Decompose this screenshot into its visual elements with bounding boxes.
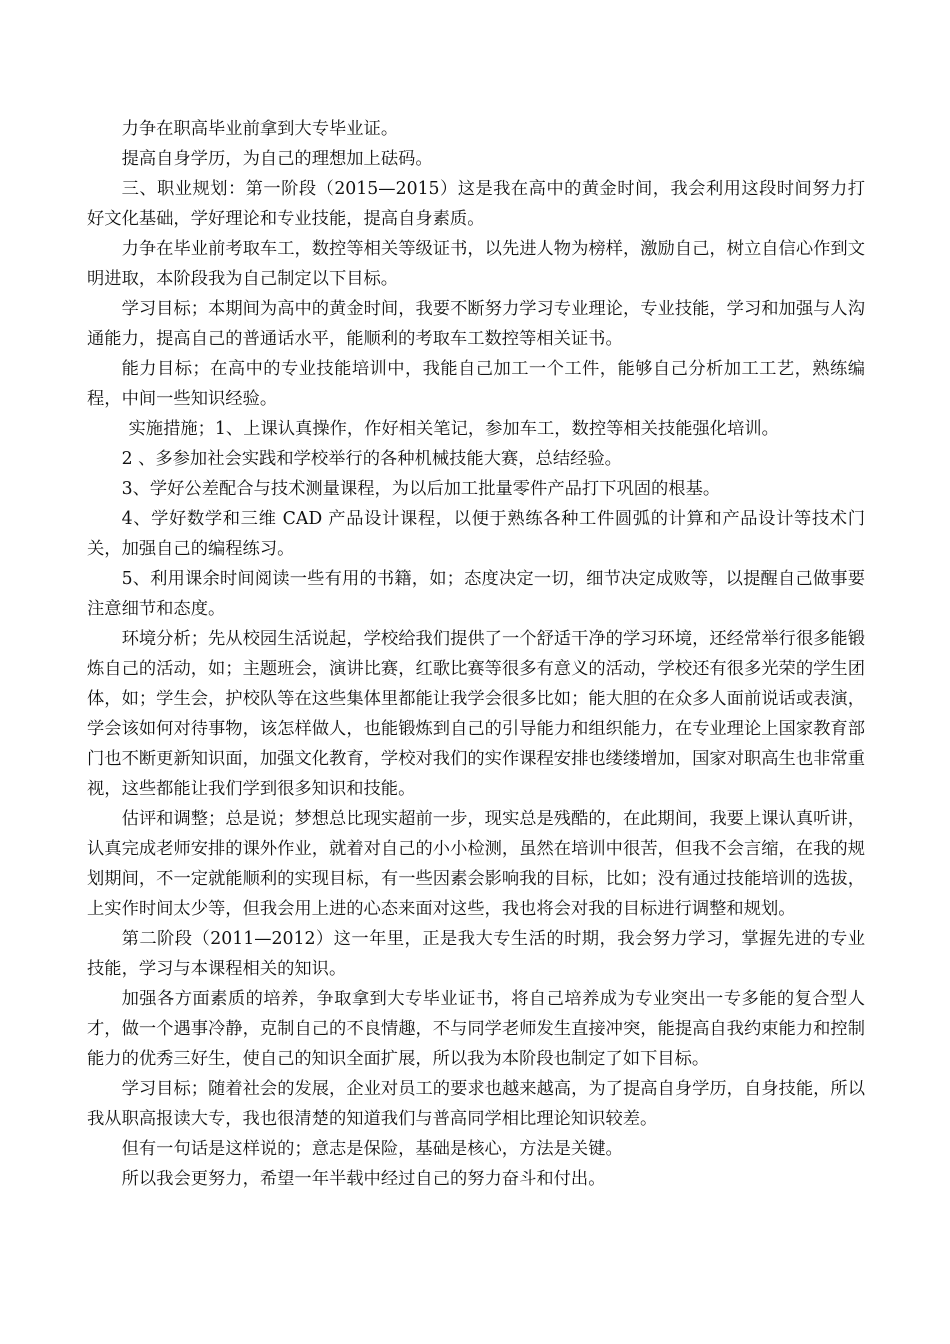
paragraph: 三、职业规划：第一阶段（2015—2015）这是我在高中的黄金时间，我会利用这段时间努力打好文化基础，学好理论和专业技能，提高自身素质。 [87,179,865,229]
paragraph: 能力目标；在高中的专业技能培训中，我能自己加工一个工件，能够自己分析加工工艺，熟练编程，中间一些知识经验。 [87,359,865,409]
paragraph: 学习目标；本期间为高中的黄金时间，我要不断努力学习专业理论，专业技能，学习和加强与人沟通能力，提高自己的普通话水平，能顺利的考取车工数控等相关证书。 [87,299,865,349]
paragraph: 力争在毕业前考取车工，数控等相关等级证书，以先进人物为榜样，激励自己，树立自信心作到文明进取，本阶段我为自己制定以下目标。 [87,239,865,289]
paragraph: 5、利用课余时间阅读一些有用的书籍，如；态度决定一切，细节决定成败等，以提醒自己做事要注意细节和态度。 [87,569,865,619]
document-page [87,114,865,1194]
paragraph: 实施措施；1、上课认真操作，作好相关笔记，参加车工，数控等相关技能强化培训。 [128,419,779,439]
paragraph: 学习目标；随着社会的发展，企业对员工的要求也越来越高，为了提高自身学历，自身技能，所以我从职高报读大专，我也很清楚的知道我们与普高同学相比理论知识较差。 [87,1079,865,1129]
paragraph: 提高自身学历，为自己的理想加上砝码。 [121,149,433,169]
paragraph: 2 、多参加社会实践和学校举行的各种机械技能大赛，总结经验。 [121,449,622,469]
paragraph: 加强各方面素质的培养，争取拿到大专毕业证书，将自己培养成为专业突出一专多能的复合型人才，做一个遇事冷静，克制自己的不良情趣，不与同学老师发生直接冲突，能提高自我约束能力和控制能力的优秀三好生，使自己的知识全面扩展，所以我为本阶段也制定了如下目标。 [87,989,865,1069]
paragraph: 环境分析；先从校园生活说起，学校给我们提供了一个舒适干净的学习环境，还经常举行很多能锻炼自己的活动，如；主题班会，演讲比赛，红歌比赛等很多有意义的活动，学校还有很多光荣的学生团体，如；学生会，护校队等在这些集体里都能让我学会很多比如；能大胆的在众多人面前说话或表演，学会该如何对待事物，该怎样做人，也能锻炼到自己的引导能力和组织能力，在专业理论上国家教育部门也不断更新知识面，加强文化教育，学校对我们的实作课程安排也缕缕增加，国家对职高生也非常重视，这些都能让我们学到很多知识和技能。 [87,629,865,799]
paragraph: 估评和调整；总是说；梦想总比现实超前一步，现实总是残酷的，在此期间，我要上课认真听讲，认真完成老师安排的课外作业，就着对自己的小小检测，虽然在培训中很苦，但我不会言缩，在我的规划期间，不一定就能顺利的实现目标，有一些因素会影响我的目标，比如；没有通过技能培训的选拔，上实作时间太少等，但我会用上进的心态来面对这些，我也将会对我的目标进行调整和规划。 [87,809,865,919]
paragraph: 3、学好公差配合与技术测量课程，为以后加工批量零件产品打下巩固的根基。 [121,479,721,499]
paragraph: 所以我会更努力，希望一年半载中经过自己的努力奋斗和付出。 [121,1169,606,1189]
paragraph: 但有一句话是这样说的；意志是保险，基础是核心，方法是关键。 [121,1139,623,1159]
paragraph: 第二阶段（2011—2012）这一年里，正是我大专生活的时期，我会努力学习，掌握先进的专业技能，学习与本课程相关的知识。 [87,929,865,979]
paragraph: 力争在职高毕业前拿到大专毕业证。 [121,119,399,139]
paragraph: 4、学好数学和三维 CAD 产品设计课程，以便于熟练各种工件圆弧的计算和产品设计等技术门关，加强自己的编程练习。 [87,509,865,559]
